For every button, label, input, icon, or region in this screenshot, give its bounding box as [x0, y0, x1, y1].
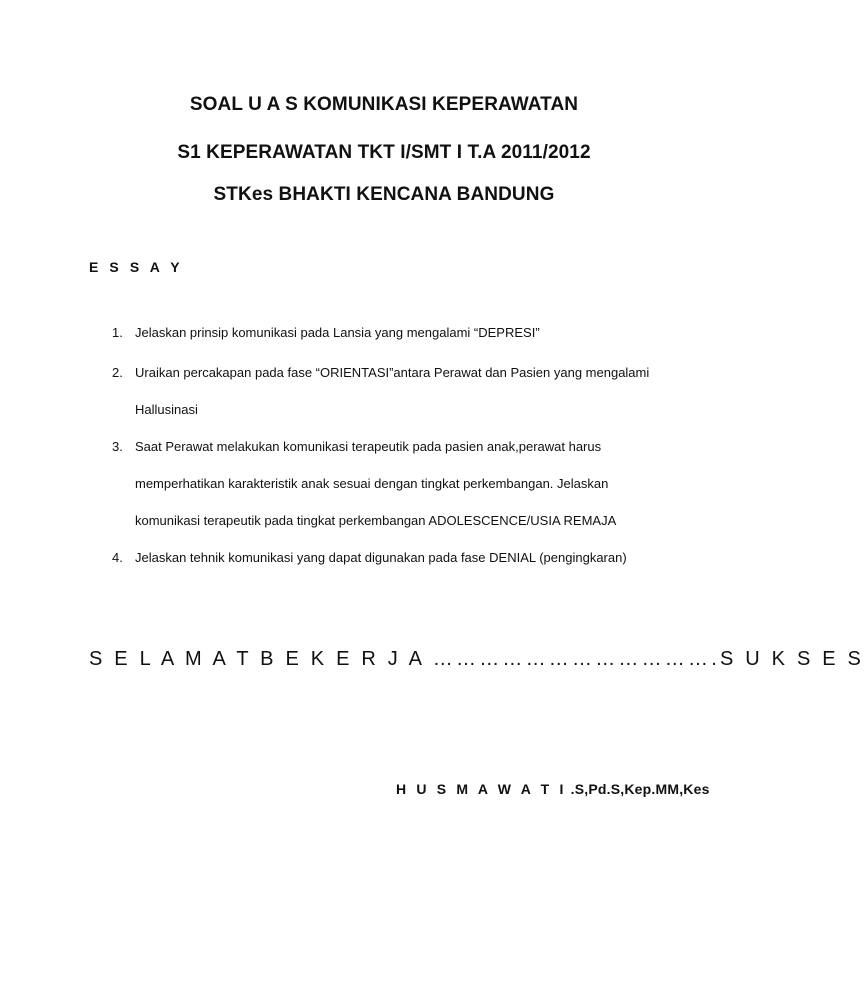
question-number: 3.	[112, 439, 123, 454]
author-credentials: .S,Pd.S,Kep.MM,Kes	[566, 781, 710, 797]
exam-title: SOAL U A S KOMUNIKASI KEPERAWATAN	[189, 94, 579, 115]
question-number: 1.	[112, 325, 123, 340]
question-number: 4.	[112, 550, 123, 565]
question-text-line: Uraikan percakapan pada fase “ORIENTASI”antara Perawat dan Pasien yang mengalami	[135, 365, 650, 380]
institution-name: STKes BHAKTI KENCANA BANDUNG	[213, 184, 555, 205]
section-label-essay: E S S A Y	[89, 259, 184, 275]
exam-program-line: S1 KEPERAWATAN TKT I/SMT I T.A 2011/2012	[177, 142, 591, 163]
author-signature	[396, 781, 710, 797]
question-text-line: Saat Perawat melakukan komunikasi terapeutik pada pasien anak,perawat harus	[135, 439, 602, 454]
closing-message: S E L A M A T B E K E R J A ……………………………….S U K S E S	[89, 648, 864, 670]
author-name: H U S M A W A T I	[396, 781, 567, 797]
question-text-line: Jelaskan prinsip komunikasi pada Lansia yang mengalami “DEPRESI”	[135, 325, 540, 340]
question-text-line: memperhatikan karakteristik anak sesuai dengan tingkat perkembangan. Jelaskan	[135, 476, 609, 491]
question-text-line: Jelaskan tehnik komunikasi yang dapat digunakan pada fase DENIAL (pengingkaran)	[135, 550, 627, 565]
question-text-line: komunikasi terapeutik pada tingkat perkembangan ADOLESCENCE/USIA REMAJA	[135, 513, 617, 528]
question-text-line: Hallusinasi	[135, 402, 198, 417]
question-number: 2.	[112, 365, 123, 380]
